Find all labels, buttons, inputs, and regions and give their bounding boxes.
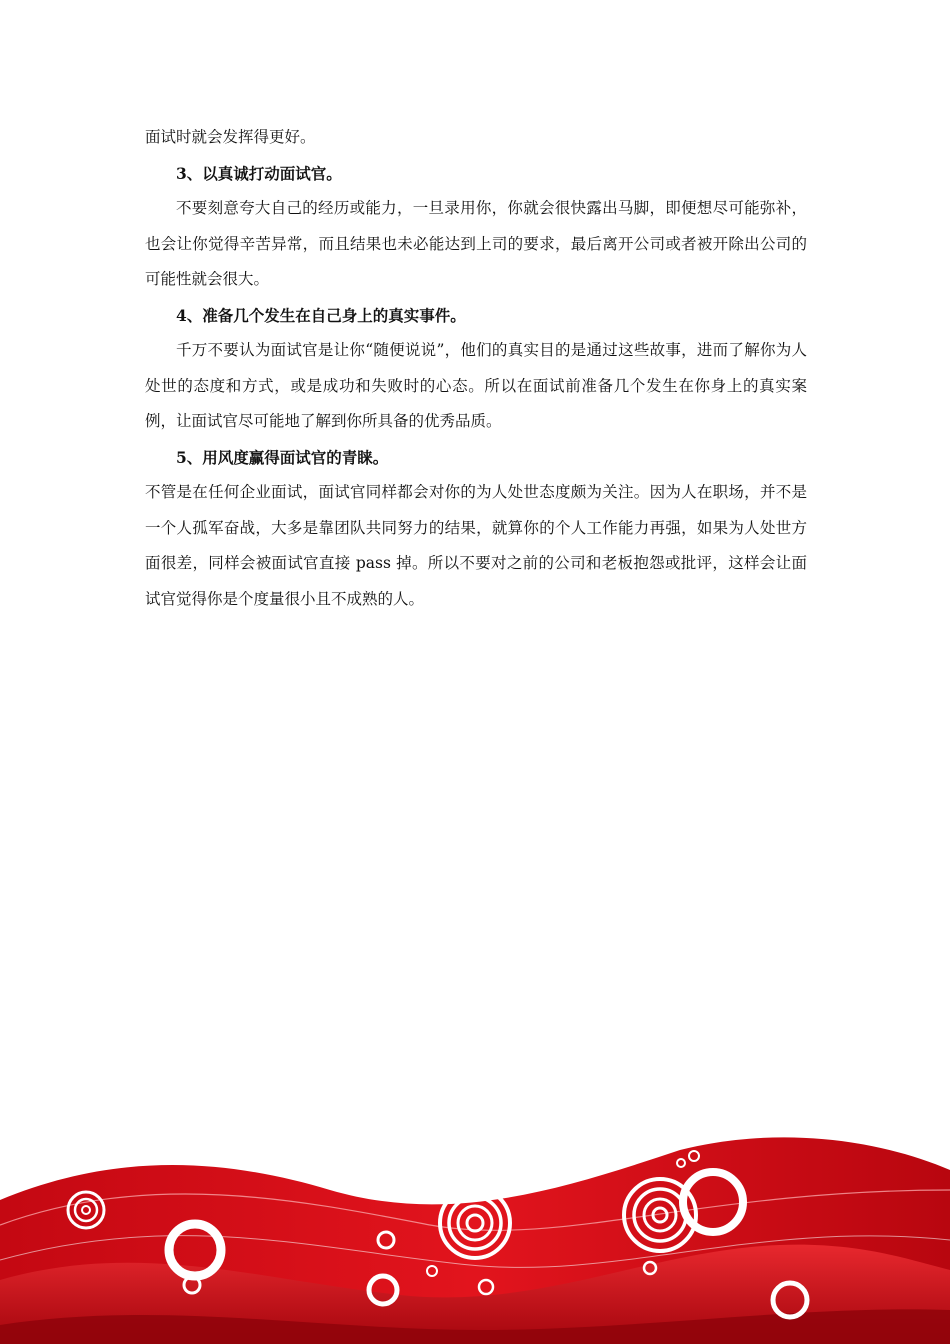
section-heading-4: 4、准备几个发生在自己身上的真实事件。 (176, 305, 466, 325)
document-body (145, 120, 807, 617)
paragraph-sincerity: 不要刻意夸大自己的经历或能力，一旦录用你，你就会很快露出马脚，即便想尽可能弥补，也会让你觉得辛苦异常，而且结果也未必能达到上司的要求，最后离开公司或者被开除出公司的可能性就会很大。 (145, 199, 807, 288)
section-heading-5: 5、用风度赢得面试官的青睐。 (176, 447, 389, 467)
section-heading-3: 3、以真诚打动面试官。 (176, 163, 342, 183)
paragraph-continuation: 面试时就会发挥得更好。 (145, 128, 316, 146)
red-wave-decoration (0, 1130, 950, 1344)
paragraph-real-events: 千万不要认为面试官是让你“随便说说”，他们的真实目的是通过这些故事，进而了解你为人处世的态度和方式，或是成功和失败时的心态。所以在面试前准备几个发生在你身上的真实案例，让面试官尽可能地了解到你所具备的优秀品质。 (145, 341, 807, 430)
paragraph-demeanor: 不管是在任何企业面试，面试官同样都会对你的为人处世态度颇为关注。因为人在职场，并不是一个人孤军奋战，大多是靠团队共同努力的结果，就算你的个人工作能力再强，如果为人处世方面很差，同样会被面试官直接 pass 掉。所以不要对之前的公司和老板抱怨或批评，这样会让面试官觉得你是个度量很小且不成熟的人。 (145, 483, 807, 608)
